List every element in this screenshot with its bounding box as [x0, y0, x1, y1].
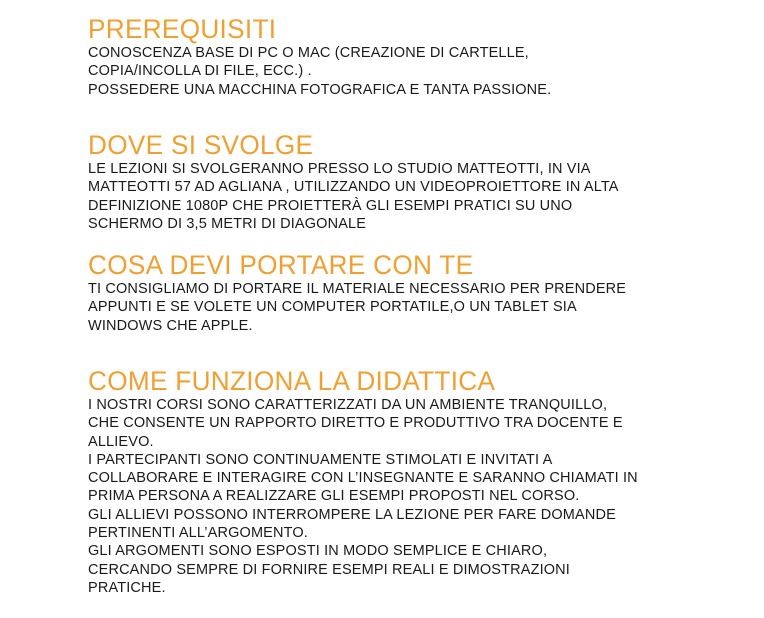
section-text-line: DEFINIZIONE 1080P CHE PROIETTERÀ GLI ESEMPI PRATICI SU UNO [88, 197, 573, 214]
section-text-line: PRATICHE. [88, 579, 166, 596]
section-text-line: APPUNTI E SE VOLETE UN COMPUTER PORTATILE,O UN TABLET SIA [88, 299, 577, 316]
section-text-line: CHE CONSENTE UN RAPPORTO DIRETTO E PRODUTTIVO TRA DOCENTE E [88, 415, 623, 432]
section-text-line: I PARTECIPANTI SONO CONTINUAMENTE STIMOLATI E INVITATI A [88, 451, 553, 468]
section-text-line: MATTEOTTI 57 AD AGLIANA , UTILIZZANDO UN VIDEOPROIETTORE IN ALTA [88, 179, 619, 196]
section-come-funziona [88, 366, 728, 597]
section-text-line: CONOSCENZA BASE DI PC O MAC (CREAZIONE DI CARTELLE, [88, 45, 529, 61]
section-text-line: COPIA/INCOLLA DI FILE, ECC.) . [88, 63, 312, 80]
section-text-line: PERTINENTI ALL’ARGOMENTO. [88, 525, 308, 542]
section-title: COSA DEVI PORTARE CON TE [88, 250, 474, 280]
section-text-line: LE LEZIONI SI SVOLGERANNO PRESSO LO STUDIO MATTEOTTI, IN VIA [88, 161, 591, 177]
section-dove-si-svolge [88, 130, 728, 233]
section-text-line: COLLABORARE E INTERAGIRE CON L’INSEGNANTE E SARANNO CHIAMATI IN [88, 470, 638, 487]
section-text-line: I NOSTRI CORSI SONO CARATTERIZZATI DA UN AMBIENTE TRANQUILLO, [88, 397, 608, 413]
section-cosa-devi-portare [88, 250, 728, 335]
section-text-line: TI CONSIGLIAMO DI PORTARE IL MATERIALE NECESSARIO PER PRENDERE [88, 281, 627, 297]
section-text-line: PRIMA PERSONA A REALIZZARE GLI ESEMPI PROPOSTI NEL CORSO. [88, 488, 580, 505]
section-title: COME FUNZIONA LA DIDATTICA [88, 366, 496, 396]
section-text-line: GLI ARGOMENTI SONO ESPOSTI IN MODO SEMPLICE E CHIARO, [88, 543, 548, 560]
section-text-line: ALLIEVO. [88, 433, 154, 450]
section-text-line: GLI ALLIEVI POSSONO INTERROMPERE LA LEZIONE PER FARE DOMANDE [88, 506, 616, 523]
section-text-line: WINDOWS CHE APPLE. [88, 317, 253, 334]
section-text-line: POSSEDERE UNA MACCHINA FOTOGRAFICA E TANTA PASSIONE. [88, 81, 552, 98]
section-prerequisiti [88, 14, 728, 99]
section-text-line: SCHERMO DI 3,5 METRI DI DIAGONALE [88, 215, 367, 232]
section-text-line: CERCANDO SEMPRE DI FORNIRE ESEMPI REALI E DIMOSTRAZIONI [88, 561, 570, 578]
section-title: DOVE SI SVOLGE [88, 130, 314, 160]
section-title: PREREQUISITI [88, 14, 277, 44]
